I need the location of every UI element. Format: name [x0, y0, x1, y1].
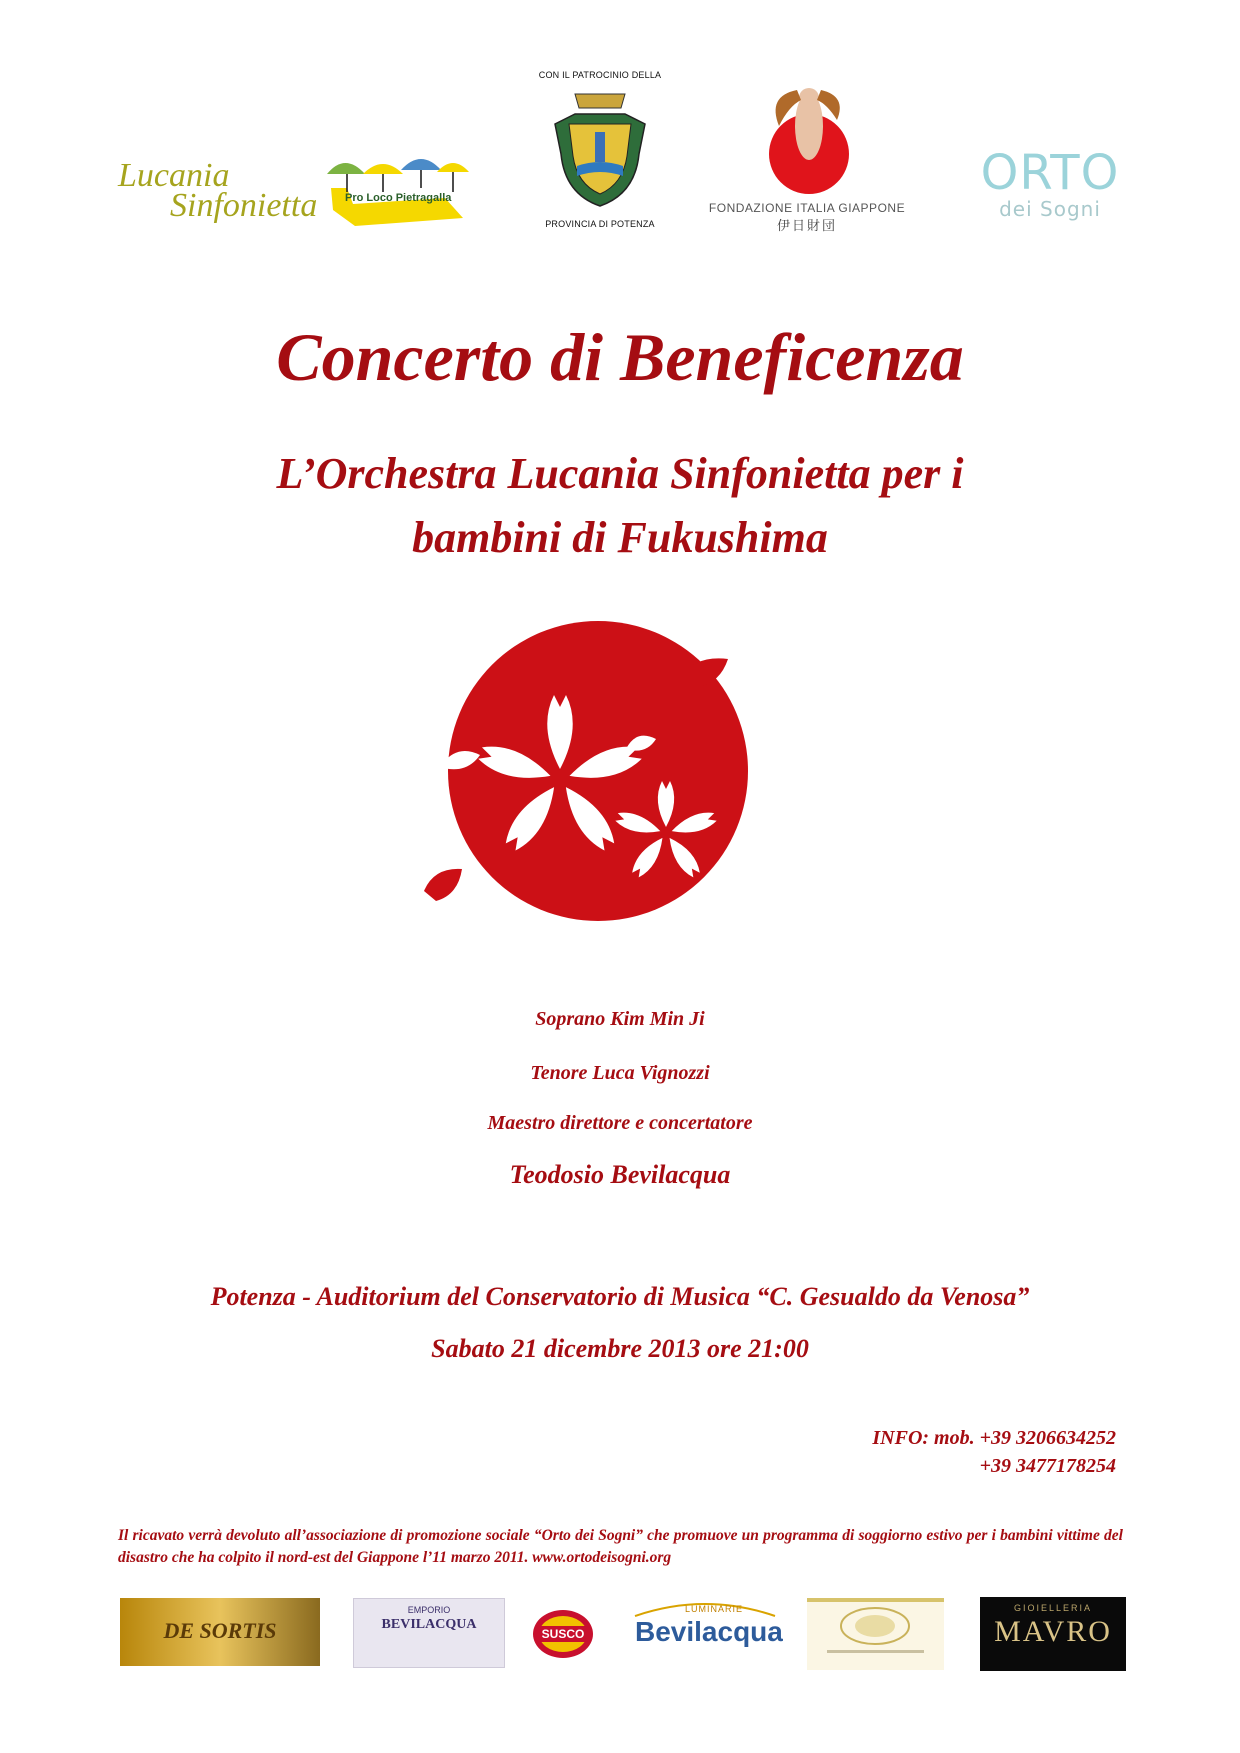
sponsor-emporio-bevilacqua-logo: [353, 1598, 505, 1668]
sponsor-emporio-name: BEVILACQUA: [381, 1617, 477, 1632]
page-title: Concerto di Beneficenza: [276, 319, 964, 395]
venue-place: Potenza - Auditorium del Conservatorio di Musica “C. Gesualdo da Venosa”: [210, 1282, 1030, 1311]
sponsor-susco-text: SUSCO: [541, 1627, 585, 1641]
subtitle-line-2: bambini di Fukushima: [412, 513, 828, 562]
coat-of-arms-icon: [545, 84, 655, 214]
provincia-patrocinio-text: CON IL PATROCINIO DELLA: [538, 70, 662, 80]
event-date: Sabato 21 dicembre 2013 ore 21:00: [431, 1334, 809, 1363]
orto-logo-big: ORTO: [980, 145, 1120, 201]
fondazione-name-text: FONDAZIONE ITALIA GIAPPONE: [708, 201, 906, 215]
credit-tenore: Tenore Luca Vignozzi: [530, 1062, 710, 1084]
credit-maestro-name: Teodosio Bevilacqua: [509, 1160, 731, 1189]
farm-badge-icon: [807, 1602, 944, 1662]
sponsor-mavro-top: GIOIELLERIA: [1013, 1603, 1093, 1613]
info-phone-2: +39 3477178254: [979, 1455, 1116, 1477]
sponsor-desortis-text: DE SORTIS: [163, 1618, 277, 1643]
sakura-sun-emblem: [410, 615, 790, 935]
provincia-potenza-logo: [530, 70, 670, 245]
pro-loco-pietragalla-logo: [325, 148, 470, 228]
venus-sun-icon: [727, 86, 887, 196]
sponsor-desortis-logo: [120, 1598, 320, 1666]
fondazione-cn-text: 伊日財団: [776, 219, 837, 234]
sponsor-luminarie-bevilacqua-logo: [625, 1598, 785, 1666]
sponsor-emporio-top: EMPORIO: [407, 1605, 451, 1615]
sponsor-mavro-name: MAVRO: [994, 1615, 1112, 1648]
sakura-sun-icon: [410, 615, 790, 935]
credit-maestro-role: Maestro direttore e concertatore: [487, 1112, 753, 1134]
proloco-umbrellas-icon: [325, 148, 470, 228]
sponsor-farm-logo: [807, 1598, 944, 1670]
donation-footnote: Il ricavato verrà devoluto all’associazione di promozione sociale “Orto dei Sogni” che promuove un programma di soggiorno estivo per i bambini vittime del disastro che ha colpito il nord-est del Giappone l’11 marzo 2011. www.ortodeisogni.org: [118, 1527, 1123, 1566]
page-subtitle: [100, 442, 1140, 570]
lucania-logo-line1: Lucania: [118, 157, 230, 194]
sponsor-luminarie-name: Bevilacqua: [635, 1616, 783, 1647]
sponsor-luminarie-top: LUMINARIE: [685, 1604, 744, 1614]
sponsor-mavro-logo: [980, 1597, 1126, 1671]
sponsor-susco-logo: [531, 1598, 595, 1666]
orto-dei-sogni-logo: [975, 145, 1125, 238]
proloco-label: Pro Loco Pietragalla: [345, 192, 452, 204]
subtitle-line-1: L’Orchestra Lucania Sinfonietta per i: [276, 449, 964, 498]
credit-soprano: Soprano Kim Min Ji: [535, 1008, 705, 1030]
fondazione-italia-giappone-logo: [707, 86, 907, 246]
provincia-name-text: PROVINCIA DI POTENZA: [545, 219, 655, 229]
lucania-logo-line2: Sinfonietta: [170, 187, 318, 224]
lucania-sinfonietta-logo: [118, 157, 318, 238]
orto-logo-small: dei Sogni: [999, 197, 1101, 221]
info-phone-1: INFO: mob. +39 3206634252: [872, 1427, 1116, 1449]
